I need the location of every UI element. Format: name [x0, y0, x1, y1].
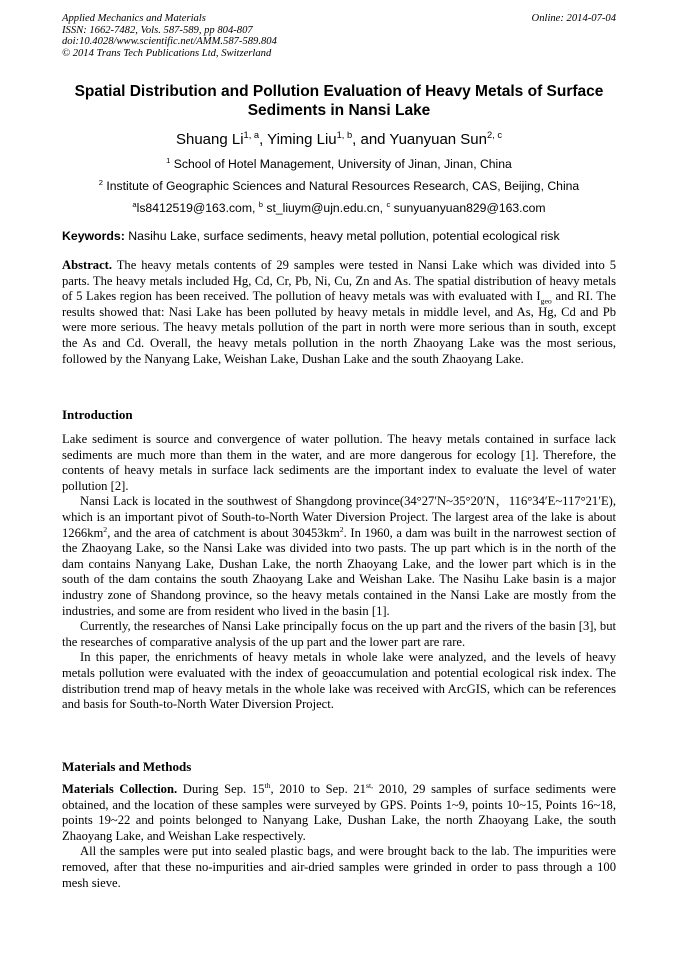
- author-name: Yiming Liu: [267, 131, 337, 148]
- journal-header: [62, 13, 616, 59]
- affiliation-superscript: 1: [166, 155, 171, 165]
- introduction-body: [62, 432, 616, 713]
- author-superscript: 1, a: [243, 130, 260, 140]
- methods-body: [62, 782, 616, 891]
- intro-text: . In 1960, a dam was built in the narrowest section of the Zhaoyang Lake, so the Nansi Lake was divided into two pasts. The up part which is in the north of the dam contains Nanyang Lake, Dushan Lake, the north Zhaoyang Lake, and the lower part which is in the south of the dam contains the south Zhaoyang Lake and Weishan Lake. The Nasihu Lake basin is a major industry zone of Shandong province, so the heavy metals contained in the Nansi Lake are mostly from the industries, and some are from resident who lived in the basin [1].: [62, 525, 617, 618]
- email-line: [0, 201, 678, 215]
- affiliation-text: Institute of Geographic Sciences and Natural Resources Research, CAS, Beijing, China: [102, 179, 580, 193]
- methods-label: Materials Collection.: [62, 782, 178, 796]
- email-superscript: b: [258, 199, 263, 209]
- abstract-text: The heavy metals contents of 29 samples were tested in Nansi Lake which was divided into 5 parts. The heavy metals included Hg, Cd, Cr, Pb, Ni, Cu, Zn and As. The spatial distribution of heavy metals of 5 Lakes region has been received. The pollution of heavy metals was with evaluated with I: [62, 258, 616, 304]
- methods-heading: Materials and Methods: [62, 759, 192, 774]
- intro-paragraph-1: Lake sediment is source and convergence of water pollution. The heavy metals contained in surface lack sediments are much more than them in the water, and are more dangerous for ecology [1]. Therefore, the contents of heavy metals in surface lack sediments are the important index to evaluate the level of water pollution [2].: [62, 432, 616, 493]
- issn-line: ISSN: 1662-7482, Vols. 587-589, pp 804-807: [62, 24, 253, 36]
- affiliation-superscript: 2: [98, 177, 103, 187]
- keywords-label: Keywords:: [62, 229, 125, 243]
- methods-paragraph-2: All the samples were put into sealed plastic bags, and were brought back to the lab. The impurities were removed, after that these no-impurities and air-dried samples were grinded in order to pass through a 100 mesh sieve.: [62, 844, 616, 890]
- author-superscript: 1, b: [336, 130, 353, 140]
- author-separator: , and: [352, 131, 390, 148]
- author-superscript: 2, c: [487, 130, 502, 140]
- affiliation-text: School of Hotel Management, University of Jinan, Jinan, China: [170, 157, 512, 171]
- email-text: sunyuanyuan829@163.com: [390, 201, 546, 215]
- keywords-text: Nasihu Lake, surface sediments, heavy metal pollution, potential ecological risk: [124, 229, 560, 243]
- abstract-subscript: geo: [540, 296, 552, 306]
- methods-superscript: st,: [365, 780, 374, 790]
- copyright-line: © 2014 Trans Tech Publications Ltd, Switzerland: [62, 47, 272, 59]
- abstract-label: Abstract.: [62, 258, 113, 272]
- methods-superscript: th: [264, 780, 271, 790]
- author-name: Yuanyuan Sun: [389, 131, 487, 148]
- author-line: [0, 131, 678, 148]
- email-superscript: c: [386, 199, 391, 209]
- intro-superscript: 2: [103, 524, 108, 534]
- intro-paragraph-4: In this paper, the enrichments of heavy metals in whole lake were analyzed, and the levels of heavy metals pollution were evaluated with the index of geoaccumulation and potential ecological risk index. The distribution trend map of heavy metals in the whole lake was received with ArcGIS, which can be references and basis for South-to-North Water Diversion Project.: [62, 650, 616, 712]
- intro-paragraph-3: Currently, the researches of Nansi Lake principally focus on the up part and the rivers of the basin [3], but the researches of comparative analysis of the up part and the lower part are rare.: [62, 619, 616, 649]
- email-text: ls8412519@163.com,: [136, 201, 259, 215]
- author-separator: ,: [259, 131, 268, 148]
- email-superscript: a: [132, 199, 137, 209]
- doi-line: doi:10.4028/www.scientific.net/AMM.587-589.804: [62, 36, 277, 48]
- journal-name: Applied Mechanics and Materials: [62, 13, 206, 24]
- affiliation-2: [0, 179, 678, 193]
- email-text: st_liuym@ujn.edu.cn,: [262, 201, 387, 215]
- introduction-heading: Introduction: [62, 407, 133, 422]
- affiliation-1: [0, 157, 678, 171]
- abstract: [62, 258, 616, 367]
- author-name: Shuang Li: [175, 131, 244, 148]
- intro-superscript: 2: [339, 524, 344, 534]
- abstract-text-continued: and RI. The results showed that: Nasi Lake has been polluted by heavy metals in middle level, and As, Hg, Cd and Pb were more serious. The heavy metals pollution of the part in north were more serious than in south, except the As and Cd. Overall, the heavy metals pollution in the north Zhaoyang Lake was the most serious, followed by the Nanyang Lake, Weishan Lake, Dushan Lake and the south Zhaoyang Lake.: [62, 289, 616, 366]
- online-date: Online: 2014-07-04: [531, 13, 616, 24]
- intro-paragraph-2: [62, 494, 616, 619]
- keywords: [62, 229, 618, 243]
- intro-text: Nansi Lack is located in the southwest of Shangdong province(34°27′N~35°20′N，116°34′E~117°21′E), which is an important pivot of South-to-North Water Diversion Project. The largest area of the lake is about 1266km: [62, 494, 616, 540]
- intro-text: , and the area of catchment is about 30453km: [107, 525, 340, 540]
- methods-text: 2010, 29 samples of surface sediments were obtained, and the location of these samples were surveyed by GPS. Points 1~9, points 10~15, Points 16~18, points 19~22 and points belonged to Nanyang Lake, Dushan Lake, the north Zhaoyang Lake, the south Zhaoyang Lake, and Weishan Lake respectively.: [62, 782, 616, 843]
- paper-title: Spatial Distribution and Pollution Evaluation of Heavy Metals of Surface Sediments in Nansi Lake: [74, 83, 604, 119]
- methods-paragraph-1: [62, 782, 616, 844]
- methods-text: During Sep. 15: [177, 782, 265, 796]
- methods-text: , 2010 to Sep. 21: [270, 782, 366, 796]
